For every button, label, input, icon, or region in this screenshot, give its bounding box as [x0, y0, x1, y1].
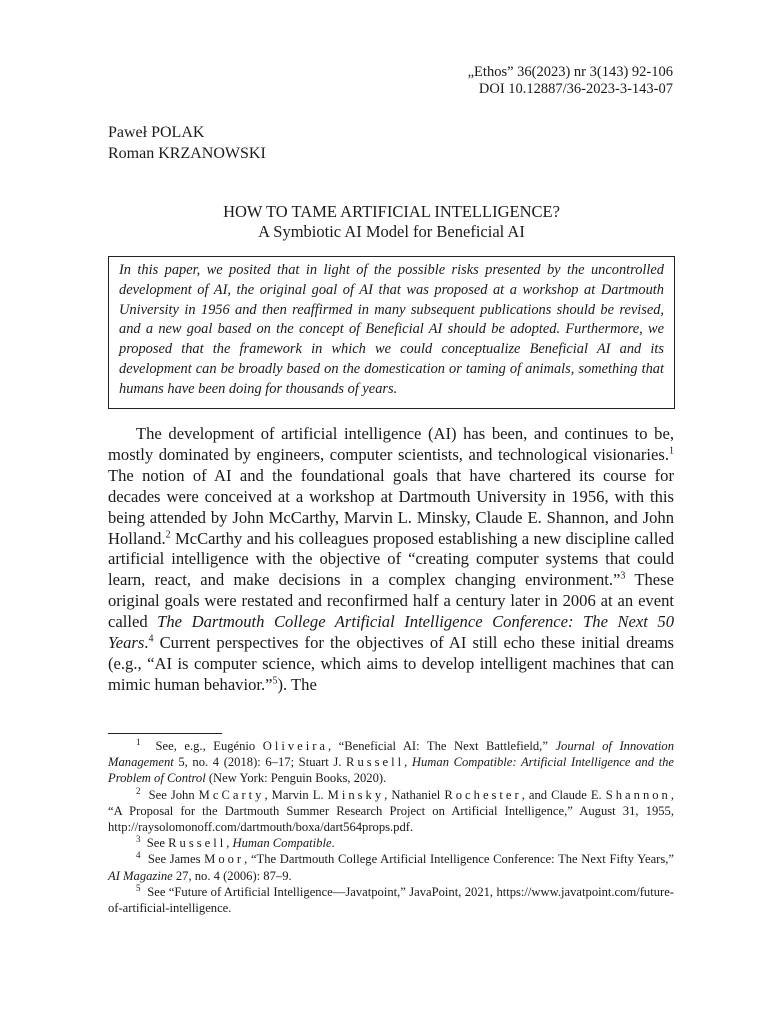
journal-doi: DOI 10.12887/36-2023-3-143-07	[478, 81, 673, 97]
footnote-ref: 2	[165, 529, 171, 540]
footnote-divider	[108, 733, 222, 734]
footnote-ref: 5	[272, 675, 278, 687]
footnotes	[108, 738, 674, 916]
footnote-ref: 1	[669, 445, 674, 457]
author-list	[108, 122, 266, 164]
footnote-3: $^3$ See Russell, Human Compatible.	[136, 834, 335, 851]
paper-title	[108, 202, 675, 242]
journal-header	[468, 64, 673, 98]
abstract-text: In this paper, we posited that in light of the possible risks presented by the uncontrolled development of AI, the original goal of AI that was proposed at a workshop at Dartmouth University in 1956 and then reaffirmed in many subsequent publications should be revised, and a new goal based on the concept of Beneficial AI should be adopted. Furthermore, we proposed that the framework in which we could conceptualize Beneficial AI and its development can be broadly based on the domestication or taming of animals, something that humans have been doing for thousands of years.	[119, 262, 664, 397]
footnote-ref: 3	[620, 570, 626, 582]
footnote-5: $^5$ See “Future of Artificial Intelligence—Javatpoint,” JavaPoint, 2021, https://www.javatpoint.com/future-of-artificial-intelligence.	[108, 882, 675, 916]
body-text	[108, 424, 674, 696]
abstract-box	[108, 256, 675, 409]
footnote-4: $^4$ See James Moor, “The Dartmouth College Artificial Intelligence Conference: The Next Fifty Years,” AI Magazine 27, no. 4 (2006): 87–9.	[108, 850, 674, 883]
title-subtitle: A Symbiotic AI Model for Beneficial AI	[258, 222, 525, 241]
journal-citation: „Ethos” 36(2023) nr 3(143) 92-106	[467, 64, 673, 80]
title-main: HOW TO TAME ARTIFICIAL INTELLIGENCE?	[223, 202, 560, 221]
author-name: Paweł POLAK	[108, 124, 205, 141]
footnote-ref: 4	[148, 633, 154, 645]
footnote-1: $^1$ See, e.g., Eugénio Oliveira, “Beneficial AI: The Next Battlefield,” Journal of Innovation Management 5, no. 4 (2018): 6–17; Stuart J. Russell, Human Compatible: Artificial Intelligence and the Problem of Control (New York: Penguin Books, 2020).	[108, 736, 675, 786]
author-name: Roman KRZANOWSKI	[108, 145, 266, 162]
footnote-2: $^2$ See John McCarty, Marvin L. Minsky, Nathaniel Rochester, and Claude E. Shannon, “A Proposal for the Dartmouth Summer Research Project on Artificial Intelligence,” August 31, 1955, http://raysolomonoff.com/dartmouth/boxa/dart564props.pdf.	[108, 785, 674, 835]
conference-title: The Dartmouth College Artificial Intelligence Conference: The Next 50 Years	[108, 612, 675, 653]
body-paragraph: The development of artificial intelligence (AI) has been, and continues to be, mostly dominated by engineers, computer scientists, and technological visionaries.$^1$ The notion of AI and the foundational goals that have chartered its course for decades were conceived at a workshop at Dartmouth University in 1956, with this being attended by John McCarthy, Marvin L. Minsky, Claude E. Shannon, and John Holland.$^2$ McCarthy and his colleagues proposed establishing a new discipline called artificial intelligence with the objective of “creating computer systems that could learn, react, and make decisions in a complex changing environment.”$^3$ These original goals were restated and reconfirmed half a century later in 2006 at an event called The Dartmouth College Artificial Intelligence Conference: The Next 50 Years.$^4$ Current perspectives for the objectives of AI still echo these initial dreams (e.g., “AI is computer science, which aims to develop intelligent machines that can mimic human behavior.”$^5$). The	[108, 424, 675, 694]
